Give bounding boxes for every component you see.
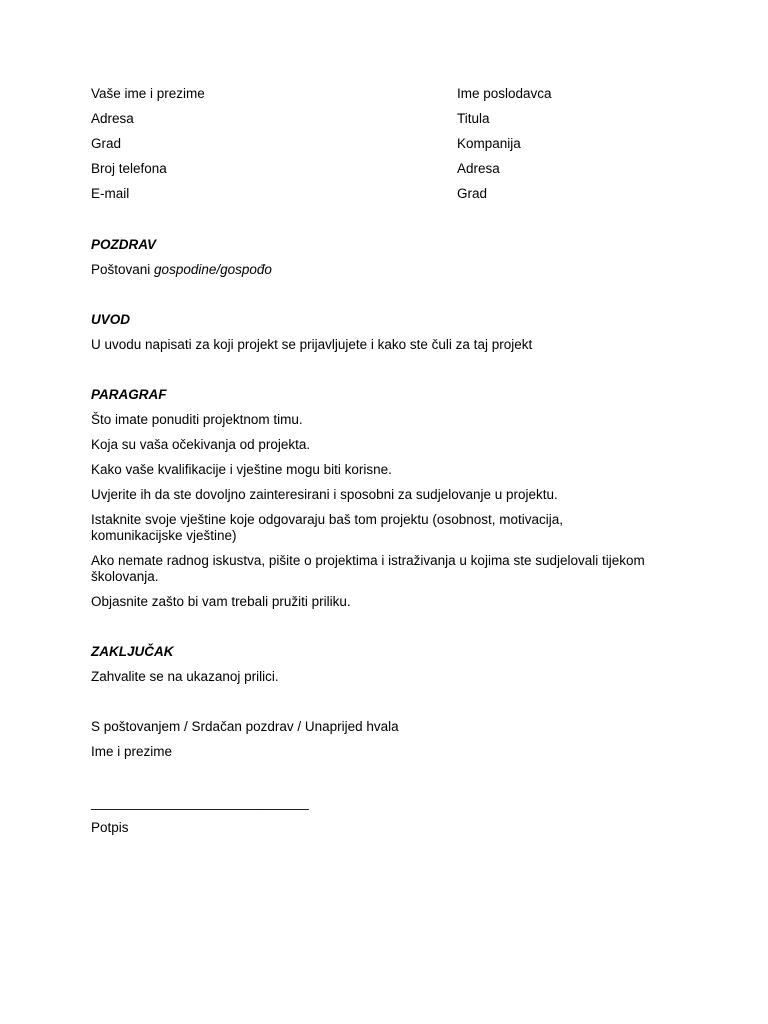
greeting-text [91,262,691,278]
closing-name: Ime i prezime [91,744,173,759]
signature-section [91,795,691,845]
greeting-italic: gospodine/gospođo [154,262,272,277]
sender-email: E-mail [91,186,130,201]
greeting-section [91,237,691,287]
paragraph-section [91,387,691,619]
intro-text: U uvodu napisati za koji projekt se prijavljujete i kako ste čuli za taj projekt [91,337,533,352]
closing-section [91,719,691,769]
conclusion-heading: ZAKLJUČAK [91,644,174,659]
signature-label: Potpis [91,820,129,835]
intro-section [91,312,691,362]
paragraph-line: Uvjerite ih da ste dovoljno zainteresirani i sposobni za sudjelovanje u projektu. [91,487,558,502]
sender-phone: Broj telefona [91,161,167,176]
paragraph-line: Istaknite svoje vještine koje odgovaraju baš tom projektu (osobnost, motivacija, komunikacijske vještine) [91,512,563,543]
recipient-company: Kompanija [457,136,521,151]
paragraph-line: Ako nemate radnog iskustva, pišite o projektima i istraživanja u kojima ste sudjelovali tijekom školovanja. [91,553,645,584]
recipient-city: Grad [457,186,488,201]
conclusion-text: Zahvalite se na ukazanoj prilici. [91,669,279,684]
sender-name: Vaše ime i prezime [91,86,205,101]
recipient-employer: Ime poslodavca [457,86,552,101]
sender-address: Adresa [91,111,134,126]
sender-block [91,86,205,211]
paragraph-heading: PARAGRAF [91,387,167,402]
conclusion-section [91,644,691,694]
recipient-address: Adresa [457,161,500,176]
intro-heading: UVOD [91,312,131,327]
paragraph-line: Objasnite zašto bi vam trebali pružiti priliku. [91,594,351,609]
paragraph-line: Kako vaše kvalifikacije i vještine mogu biti korisne. [91,462,392,477]
greeting-heading: POZDRAV [91,237,157,252]
signature-line: _____________________________ [91,795,309,810]
recipient-title: Titula [457,111,490,126]
closing-salutation: S poštovanjem / Srdačan pozdrav / Unaprijed hvala [91,719,399,734]
paragraph-line: Koja su vaša očekivanja od projekta. [91,437,311,452]
recipient-block [457,86,552,211]
greeting-prefix: Poštovani [91,262,155,277]
sender-city: Grad [91,136,122,151]
paragraph-line: Što imate ponuditi projektnom timu. [91,412,303,427]
